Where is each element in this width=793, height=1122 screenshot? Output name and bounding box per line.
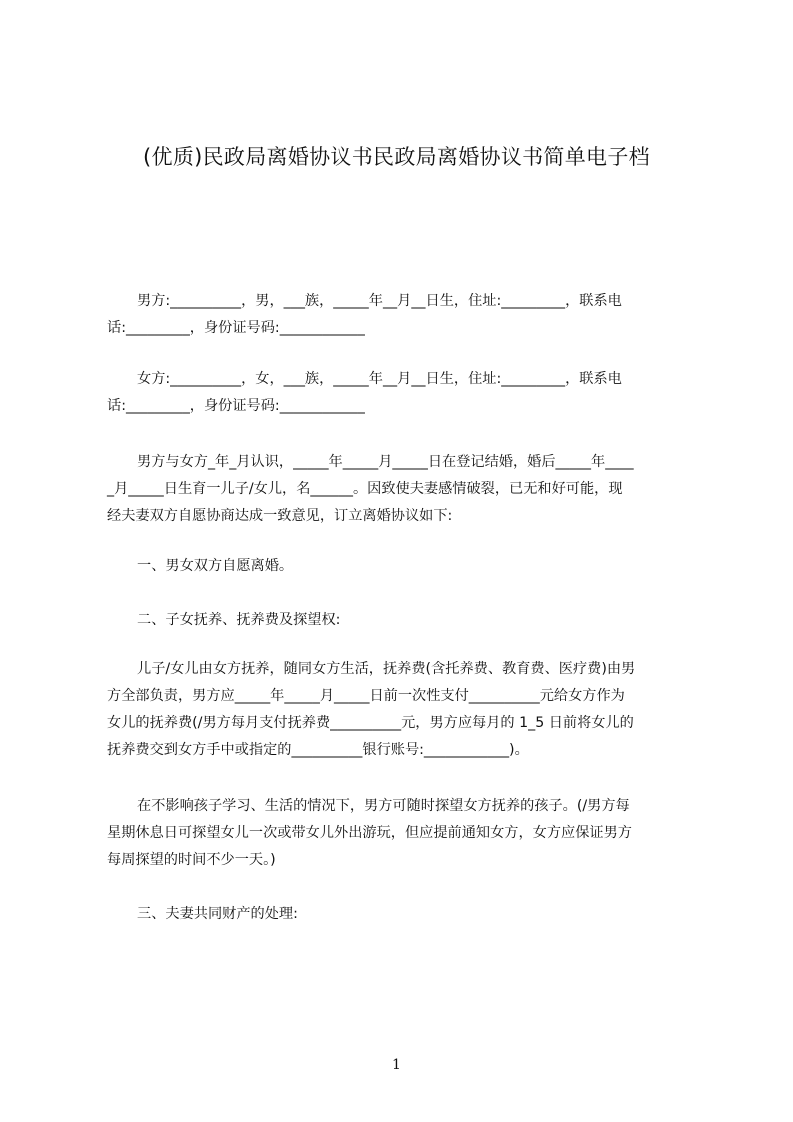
man-info-paragraph [107,288,703,342]
section-heading-2: 二、子女抚养、抚养费及探望权: [137,612,341,628]
woman-info-paragraph [107,366,703,420]
document-title: (优质)民政局离婚协议书民政局离婚协议书简单电子档 [143,145,650,169]
intro-line-2: _月_____日生育一儿子/女儿，名______。因致使夫妻感情破裂，已无和好可能，现 [107,481,623,497]
custody-line-4: 抚养费交到女方手中或指定的__________银行账号:____________)。 [107,742,529,758]
visitation-paragraph [107,793,703,874]
visitation-line-1: 在不影响孩子学习、生活的情况下，男方可随时探望女方抚养的孩子。(/男方每 [137,798,630,814]
intro-paragraph [107,449,703,530]
section-heading-3: 三、夫妻共同财产的处理: [137,906,298,922]
man-info-line-2: 话:_________，身份证号码:____________ [107,320,365,336]
man-info-line-1: 男方:__________，男，___族，_____年__月__日生，住址:_________，联系电 [137,293,622,309]
woman-info-line-1: 女方:__________，女，___族，_____年__月__日生，住址:_________，联系电 [137,371,622,387]
intro-line-1: 男方与女方_年_月认识，_____年_____月_____日在登记结婚，婚后_____年____ [137,454,634,470]
custody-paragraph [107,656,703,764]
section-heading-1: 一、男女双方自愿离婚。 [137,558,294,574]
custody-line-2: 方全部负责，男方应_____年_____月_____日前一次性支付__________元给女方作为 [107,688,625,704]
visitation-line-3: 每周探望的时间不少一天。) [107,852,276,868]
visitation-line-2: 星期休息日可探望女儿一次或带女儿外出游玩，但应提前通知女方，女方应保证男方 [107,825,632,841]
woman-info-line-2: 话:_________，身份证号码:____________ [107,398,365,414]
custody-line-3: 女儿的抚养费(/男方每月支付抚养费__________元，男方应每月的 1_5 日前将女儿的 [107,715,634,731]
custody-line-1: 儿子/女儿由女方抚养，随同女方生活，抚养费(含托养费、教育费、医疗费)由男 [137,661,636,677]
intro-line-3: 经夫妻双方自愿协商达成一致意见，订立离婚协议如下: [107,508,453,524]
page-number: 1 [392,1057,401,1073]
